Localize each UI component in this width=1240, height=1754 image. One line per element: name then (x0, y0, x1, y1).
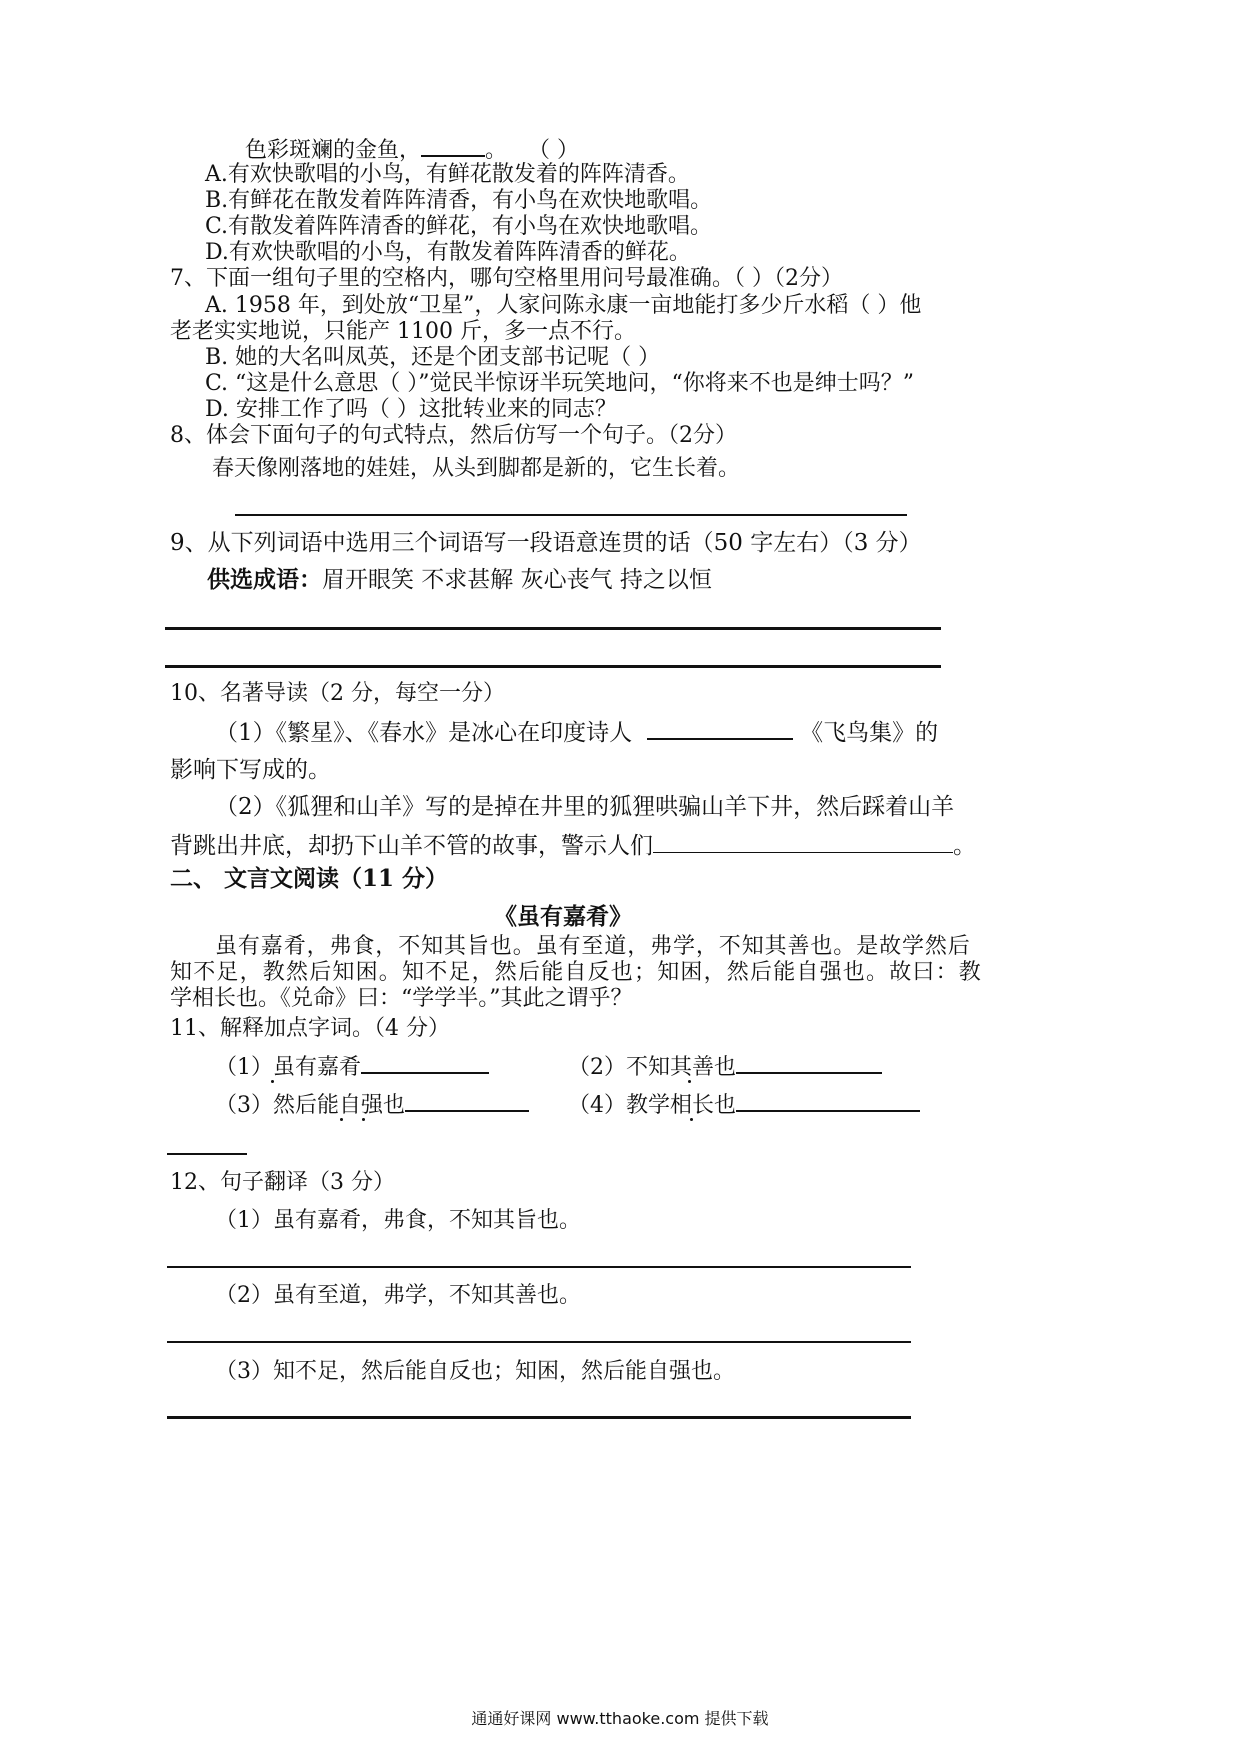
q12-answer-line-3 (167, 1416, 911, 1419)
q10-item1-text-b: 《飞鸟集》的 (800, 720, 939, 746)
q12-sentence-2: （2）虽有至道，弗学，不知其善也。 (215, 1283, 581, 1308)
q11-item4-text: （4）教学相长也 (568, 1093, 736, 1118)
q6-option-d: D.有欢快歌唱的小鸟，有散发着阵阵清香的鲜花。 (205, 240, 691, 265)
q11-item1-text: （1）虽有嘉肴 (215, 1055, 361, 1080)
q11-item3-blank (405, 1090, 529, 1112)
passage-line-1: 虽有嘉肴，弗食，不知其旨也。虽有至道，弗学，不知其善也。是故学然后 (215, 934, 971, 959)
q9-words-line (207, 567, 712, 593)
q8-answer-line (235, 514, 907, 516)
q7-option-b: B. 她的大名叫凤英，还是个团支部书记呢（ ） (205, 345, 661, 370)
emphasis-dot (688, 1080, 691, 1083)
q11-item1 (215, 1052, 489, 1081)
q12-answer-line-2 (167, 1341, 911, 1343)
q6-blank (421, 135, 485, 157)
q10-item2-text-b: 。 (953, 833, 976, 859)
q9-answer-line-2 (165, 665, 941, 668)
q11-item3 (215, 1090, 529, 1119)
q9-stem: 9、从下列词语中选用三个词语写一段语意连贯的话（50 字左右）（3 分） (170, 530, 922, 556)
q7-option-a-line1: A. 1958 年，到处放“卫星”，人家问陈永康一亩地能打多少斤水稻（ ）他 (205, 293, 922, 318)
q10-item2-line1: （2）《狐狸和山羊》写的是掉在井里的狐狸哄骗山羊下井，然后踩着山羊 (215, 794, 955, 820)
q11-item2 (568, 1052, 882, 1081)
q6-option-a: A.有欢快歌唱的小鸟，有鲜花散发着的阵阵清香。 (205, 162, 690, 187)
q6-stem-pre: 色彩斑斓的金鱼， (245, 138, 422, 163)
section2-heading: 二、 文言文阅读（11 分） (170, 865, 449, 892)
q6-option-b: B.有鲜花在散发着阵阵清香，有小鸟在欢快地歌唱。 (205, 188, 713, 213)
q11-item4 (568, 1090, 920, 1119)
q9-answer-line-1 (165, 627, 941, 630)
emphasis-dot (340, 1118, 343, 1121)
q12-answer-line-1 (167, 1266, 911, 1268)
q11-trailing-line (167, 1153, 247, 1155)
q12-sentence-1: （1）虽有嘉肴，弗食，不知其旨也。 (215, 1208, 581, 1233)
q10-item1-line2: 影响下写成的。 (170, 757, 331, 783)
q10-item1-text-a: （1）《繁星》、《春水》是冰心在印度诗人 (215, 720, 633, 746)
q10-item2-blank (653, 832, 953, 853)
q7-option-a-line2: 老老实实地说，只能产 1100 斤，多一点不行。 (170, 319, 636, 344)
q12-sentence-3: （3）知不足，然后能自反也；知困，然后能自强也。 (215, 1359, 735, 1384)
q11-item1-blank (361, 1052, 489, 1074)
q8-sentence: 春天像刚落地的娃娃，从头到脚都是新的，它生长着。 (212, 456, 741, 481)
q11-item4-blank (736, 1090, 920, 1112)
q11-item3-text: （3）然后能自强也 (215, 1093, 405, 1118)
q6-stem (245, 135, 579, 164)
q8-stem: 8、体会下面句子的句式特点，然后仿写一个句子。（2分） (170, 423, 737, 448)
q10-item2-line2 (170, 832, 976, 859)
q11-item2-blank (736, 1052, 882, 1074)
q12-stem: 12、句子翻译（3 分） (170, 1170, 395, 1195)
q10-stem: 10、名著导读（2 分，每空一分） (170, 681, 505, 706)
q7-option-c: C. “这是什么意思（ ）”觉民半惊讶半玩笑地问，“你将来不也是绅士吗？” (205, 371, 915, 396)
passage-title: 《虽有嘉肴》 (494, 903, 632, 930)
q6-stem-post: 。 (485, 138, 508, 163)
q10-item2-text-a: 背跳出井底，却扔下山羊不管的故事，警示人们 (170, 833, 653, 859)
q6-answer-paren: （ ） (528, 138, 580, 163)
passage-line-2: 知不足，教然后知困。知不足，然后能自反也；知困，然后能自强也。故曰：教 (170, 960, 983, 985)
emphasis-dot (690, 1118, 693, 1121)
q6-option-c: C.有散发着阵阵清香的鲜花，有小鸟在欢快地歌唱。 (205, 214, 713, 239)
q7-stem: 7、下面一组句子里的空格内，哪句空格里用问号最准确。（ ）（2分） (170, 266, 843, 291)
q7-option-d: D. 安排工作了吗（ ）这批转业来的同志？ (205, 397, 617, 422)
emphasis-dot (362, 1118, 365, 1121)
q10-item1-line1 (215, 718, 938, 746)
emphasis-dot (271, 1080, 274, 1083)
passage-line-3: 学相长也。《兑命》曰：“学学半。”其此之谓乎？ (170, 986, 633, 1011)
page-footer: 通通好课网 www.tthaoke.com 提供下载 (471, 1709, 769, 1728)
q11-item2-text: （2）不知其善也 (568, 1055, 736, 1080)
q11-stem: 11、解释加点字词。（4 分） (170, 1016, 450, 1041)
q9-words-label: 供选成语： (207, 566, 322, 593)
q10-item1-blank (647, 718, 793, 740)
q9-words: 眉开眼笑 不求甚解 灰心丧气 持之以恒 (322, 567, 712, 593)
